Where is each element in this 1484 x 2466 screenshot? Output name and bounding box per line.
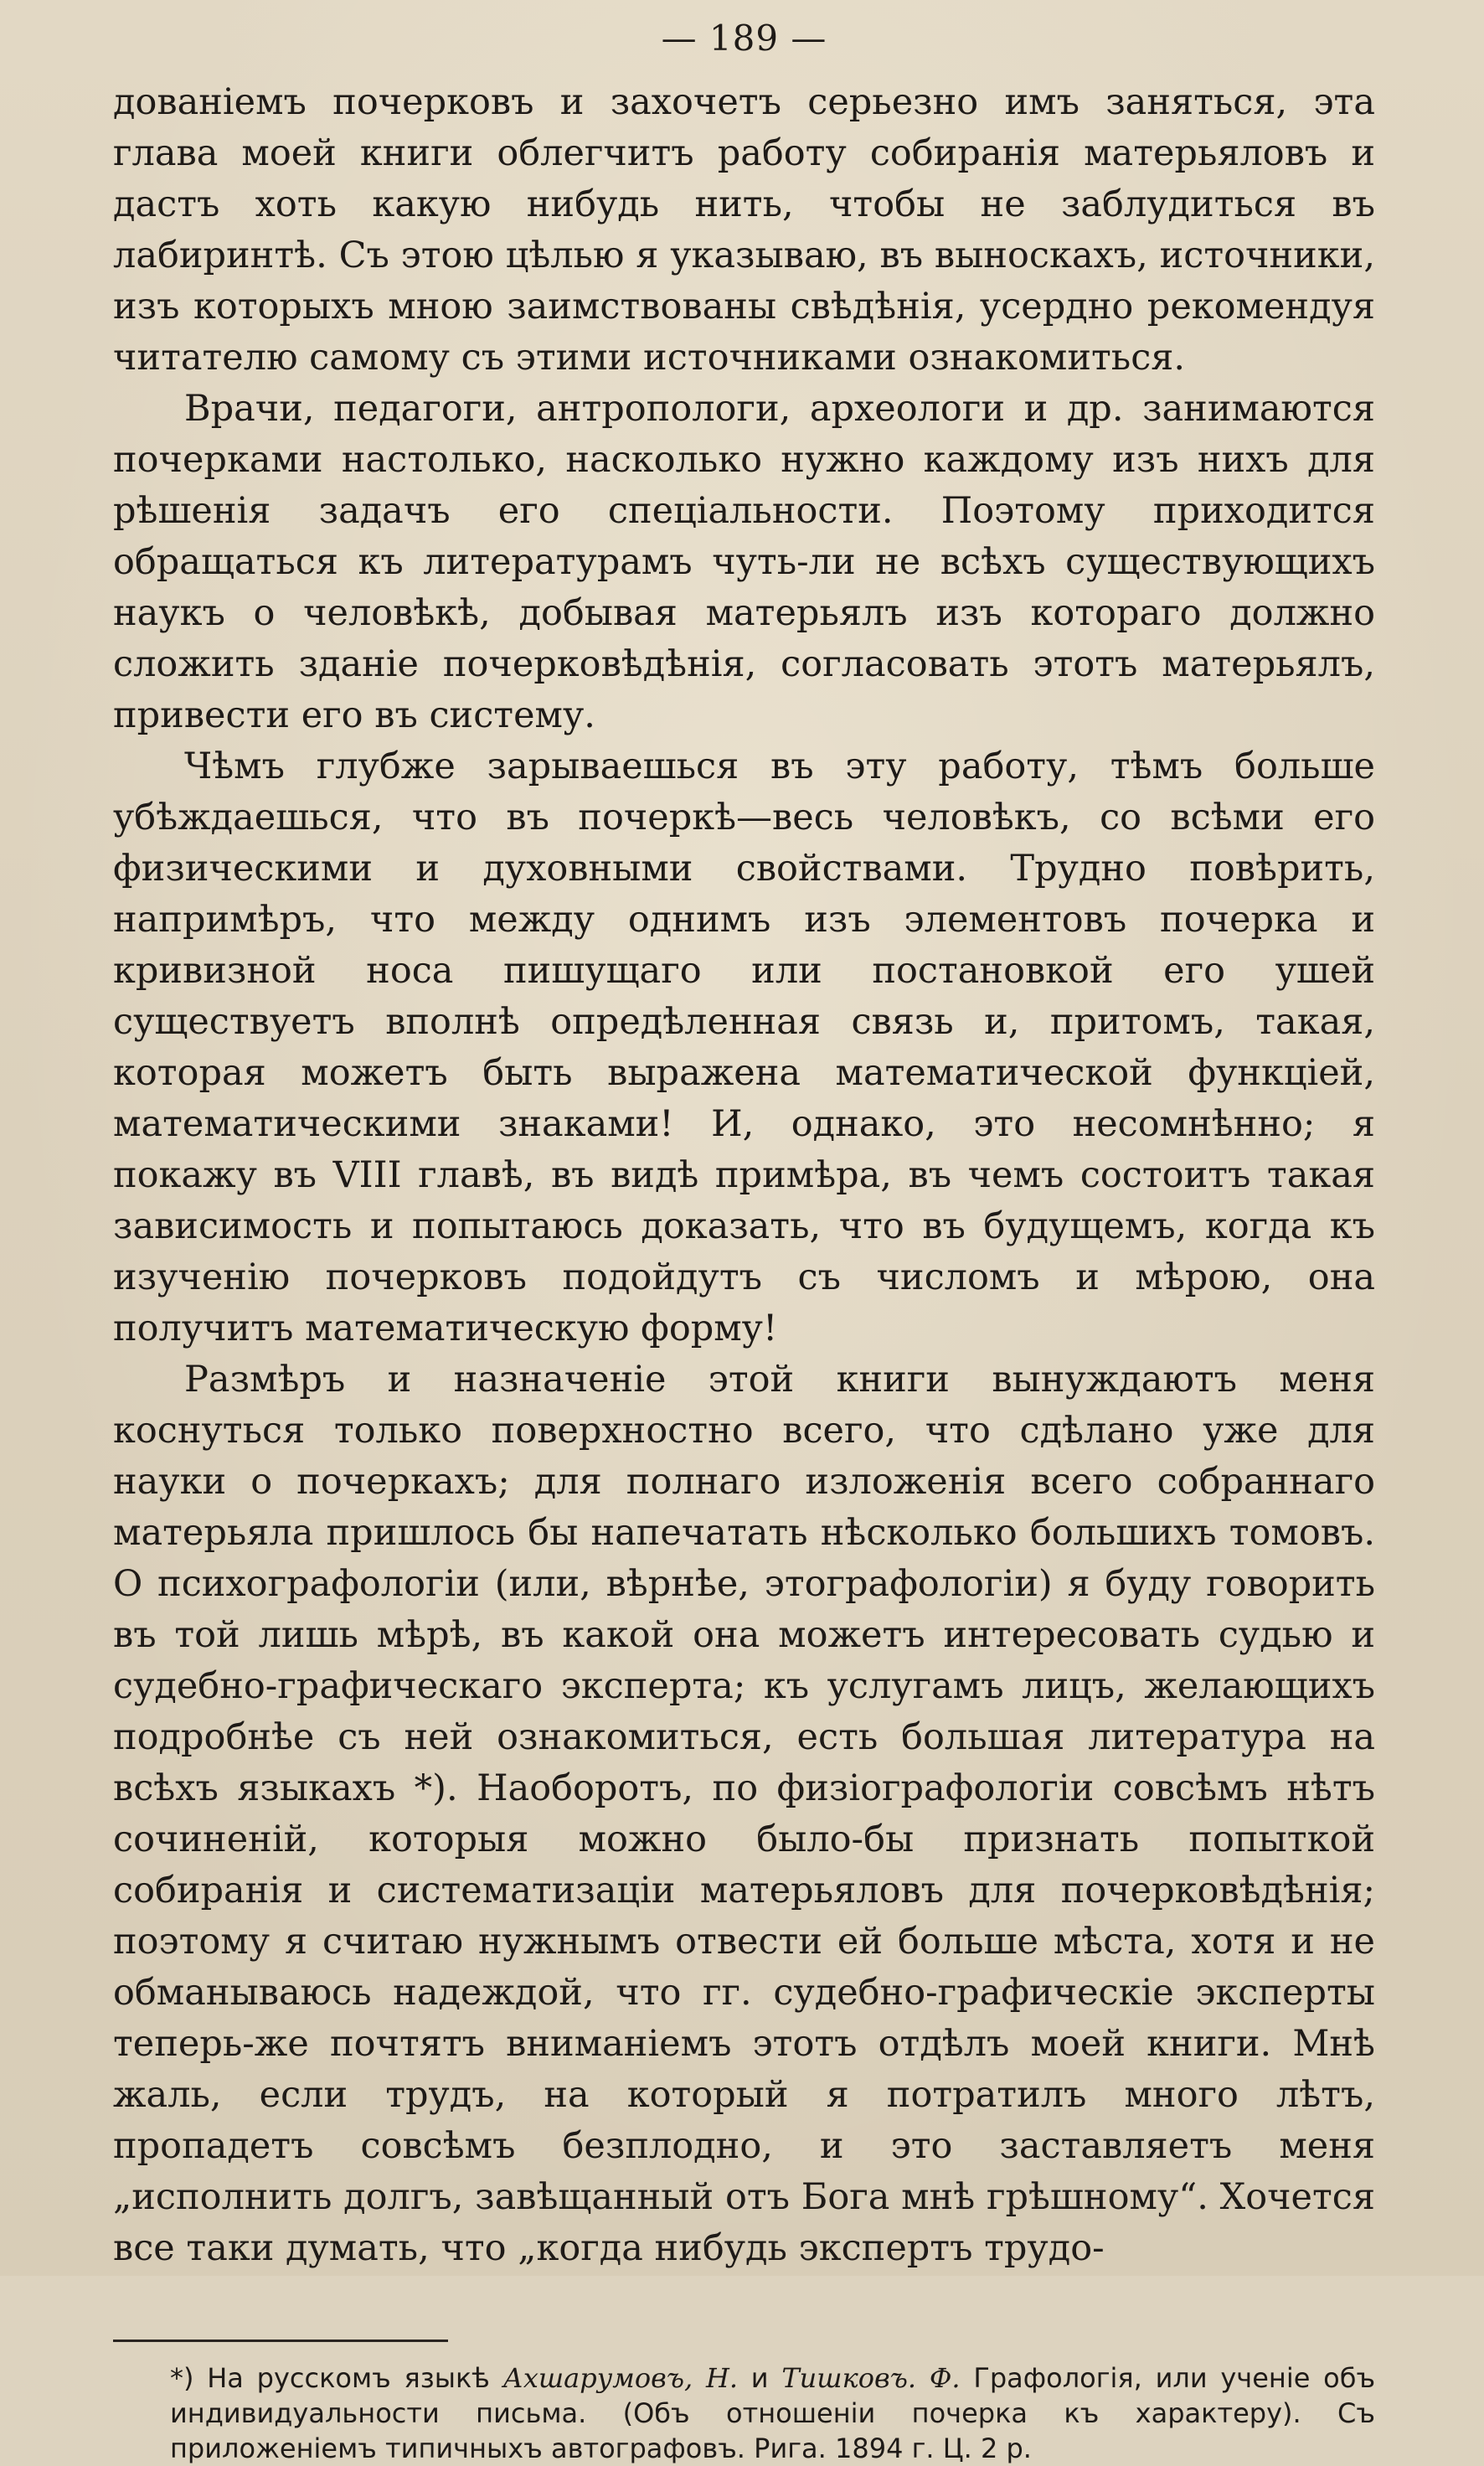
footnote-lead: На русскомъ языкѣ: [207, 2362, 503, 2394]
footnote-marker: *): [170, 2362, 208, 2394]
paragraph-2: Врачи, педагоги, антропологи, археологи и др. занимаются почерками настолько, насколько нужно каждому изъ нихъ для рѣшенія задачъ его спеціальности. Поэтому приходится обращаться къ литературамъ чуть-ли не всѣхъ существующихъ наукъ о человѣкѣ, добывая матерьялъ изъ котораго должно сложить зданіе почерковѣдѣнія, согласовать этотъ матерьялъ, привести его въ систему.: [113, 388, 1375, 736]
footnote-author-1: Ахшарумовъ, Н.: [502, 2362, 739, 2394]
paragraph-3: Чѣмъ глубже зарываешься въ эту работу, тѣмъ больше убѣждаешься, что въ почеркѣ—весь человѣкъ, со всѣми его физическими и духовными свойствами. Трудно повѣрить, напримѣръ, что между однимъ изъ элементовъ почерка и кривизной носа пишущаго или постановкой его ушей существуетъ вполнѣ опредѣленная связь и, притомъ, такая, которая можетъ быть выражена математической функціей, математическими знаками! И, однако, это несомнѣнно; я покажу въ VIII главѣ, въ видѣ примѣра, въ чемъ состоитъ такая зависимость и попытаюсь доказать, что въ будущемъ, когда къ изученію почерковъ подойдутъ съ числомъ и мѣрою, она получитъ математическую форму!: [113, 745, 1375, 1349]
footnote: [113, 2360, 1375, 2466]
paragraph-4: Размѣръ и назначеніе этой книги вынуждаютъ меня коснуться только поверхностно всего, что сдѣлано уже для науки о почеркахъ; для полнаго изложенія всего собраннаго матерьяла пришлось бы напечатать нѣсколько большихъ томовъ. О психографологіи (или, вѣрнѣе, этографологіи) я буду говорить въ той лишь мѣрѣ, въ какой она можетъ интересовать судью и судебно-графическаго эксперта; къ услугамъ лицъ, желающихъ подробнѣе съ ней ознакомиться, есть большая литература на всѣхъ языкахъ *). Наоборотъ, по физіографологіи совсѣмъ нѣтъ сочиненій, которыя можно было-бы признать попыткой собиранія и систематизаціи матерьяловъ для почерковѣдѣнія; поэтому я считаю нужнымъ отвести ей больше мѣста, хотя и не обманываюсь надеждой, что гг. судебно-графическіе эксперты теперь-же почтятъ вниманіемъ этотъ отдѣлъ моей книги. Мнѣ жаль, если трудъ, на который я потратилъ много лѣтъ, пропадетъ совсѣмъ безплодно, и это заставляетъ меня „исполнить долгъ, завѣщанный отъ Бога мнѣ грѣшному“. Хочется все таки думать, что „когда нибудь экспертъ трудо-: [113, 1359, 1375, 2269]
page-number: — 189 —: [661, 18, 827, 59]
paragraph-1: дованіемъ почерковъ и захочетъ серьезно имъ заняться, эта глава моей книги облегчитъ работу собиранія матерьяловъ и дастъ хоть какую нибудь нить, чтобы не заблудиться въ лабиринтѣ. Съ этою цѣлью я указываю, въ выноскахъ, источники, изъ которыхъ мною заимствованы свѣдѣнія, усердно рекомендуя читателю самому съ этими источниками ознакомиться.: [113, 81, 1375, 379]
footnote-divider: [113, 2340, 448, 2342]
footnote-joiner: и: [738, 2362, 782, 2394]
main-text: [113, 77, 1375, 2274]
footnote-rest: Графологія, или ученіе объ индивидуальности письма. (Объ отношеніи почерка къ характеру). Съ приложеніемъ типичныхъ автографовъ. Рига. 1894 г. Ц. 2 р.: [170, 2362, 1376, 2464]
footnote-author-2: Тишковъ. Ф.: [781, 2362, 961, 2394]
